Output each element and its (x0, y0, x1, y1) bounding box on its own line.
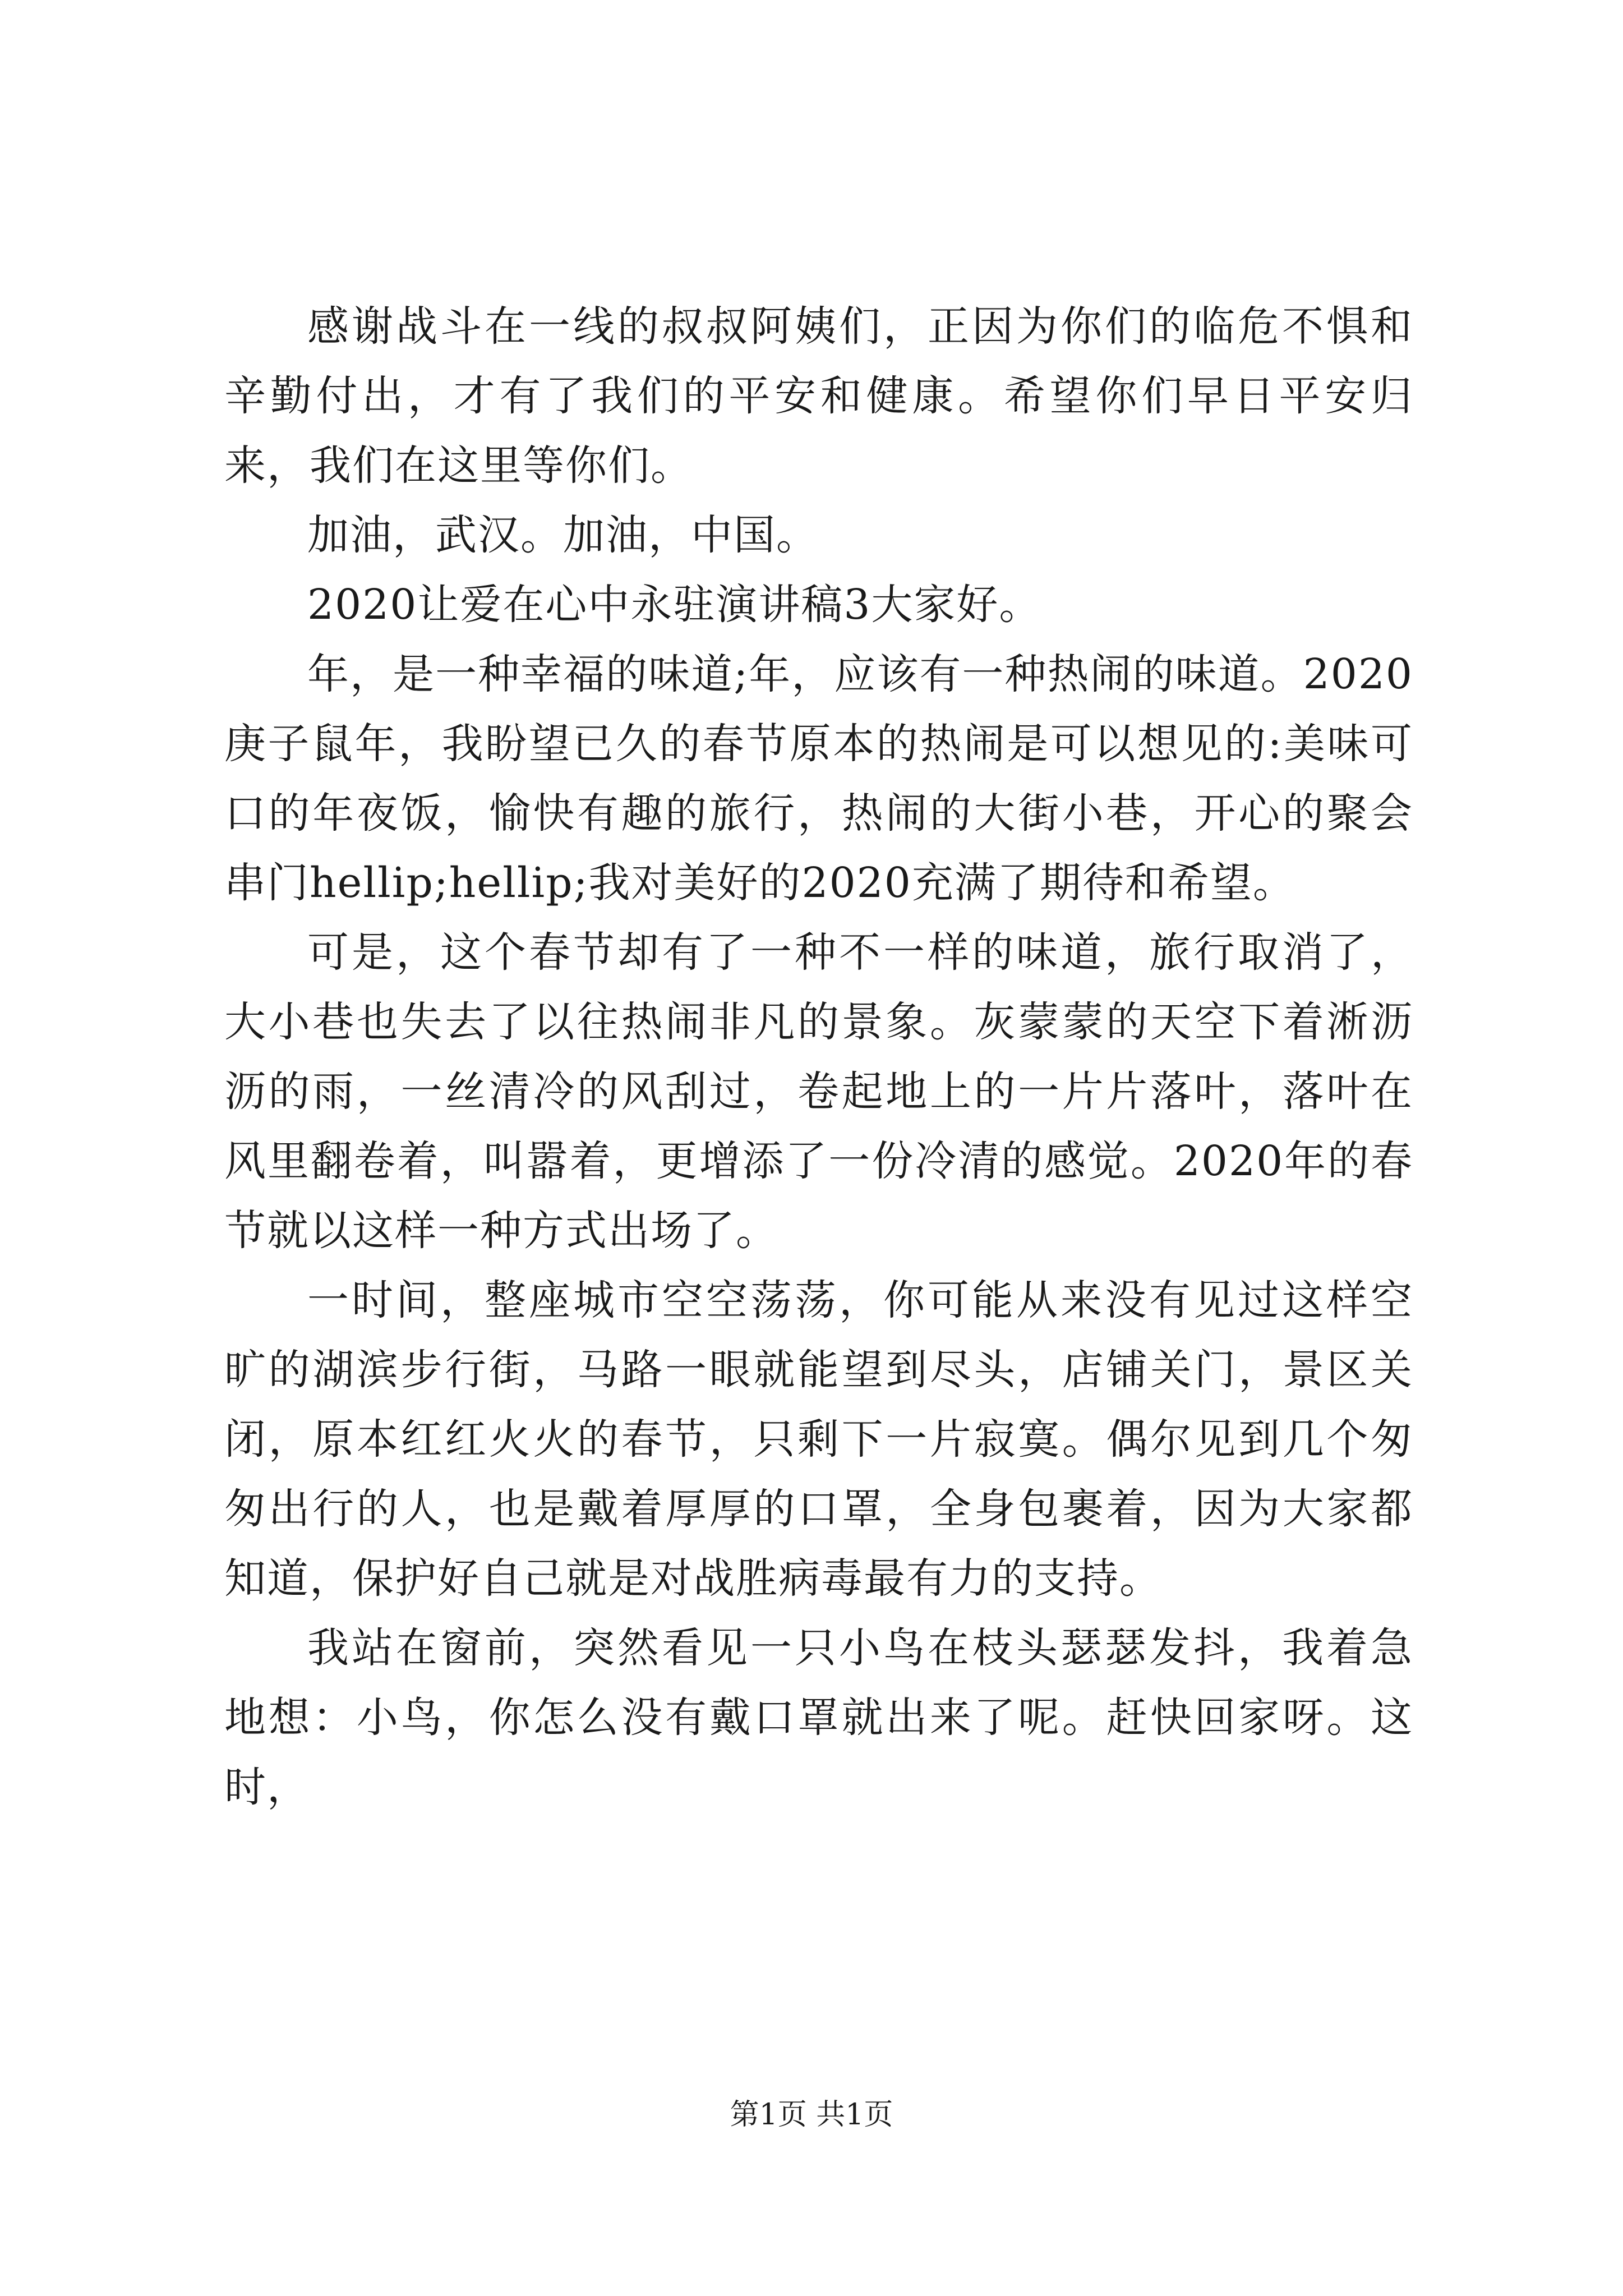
page-number-label: 第1页 共1页 (730, 2098, 893, 2132)
paragraph: 一时间，整座城市空空荡荡，你可能从来没有见过这样空旷的湖滨步行街，马路一眼就能望到尽头，店铺关门，景区关闭，原本红红火火的春节，只剩下一片寂寞。偶尔见到几个匆匆出行的人，也是戴着厚厚的口罩，全身包裹着，因为大家都知道，保护好自己就是对战胜病毒最有力的支持。 (224, 1276, 1413, 1603)
paragraph: 年，是一种幸福的味道;年，应该有一种热闹的味道。2020庚子鼠年，我盼望已久的春节原本的热闹是可以想见的:美味可口的年夜饭，愉快有趣的旅行，热闹的大街小巷，开心的聚会串门hellip;hellip;我对美好的2020充满了期待和希望。 (224, 650, 1413, 907)
paragraph: 可是，这个春节却有了一种不一样的味道，旅行取消了，大小巷也失去了以往热闹非凡的景象。灰蒙蒙的天空下着淅沥沥的雨，一丝清冷的风刮过，卷起地上的一片片落叶，落叶在风里翻卷着，叫嚣着，更增添了一份冷清的感觉。2020年的春节就以这样一种方式出场了。 (224, 928, 1413, 1255)
paragraph: 2020让爱在心中永驻演讲稿3大家好。 (307, 581, 1042, 629)
paragraph: 感谢战斗在一线的叔叔阿姨们，正因为你们的临危不惧和辛勤付出，才有了我们的平安和健康。希望你们早日平安归来，我们在这里等你们。 (224, 302, 1413, 490)
page-footer (0, 2095, 1623, 2134)
paragraph: 我站在窗前，突然看见一只小鸟在枝头瑟瑟发抖，我着急地想：小鸟，你怎么没有戴口罩就出来了呢。赶快回家呀。这时， (224, 1624, 1413, 1811)
paragraph: 加油，武汉。加油，中国。 (307, 511, 819, 559)
document-body (224, 292, 1413, 1822)
